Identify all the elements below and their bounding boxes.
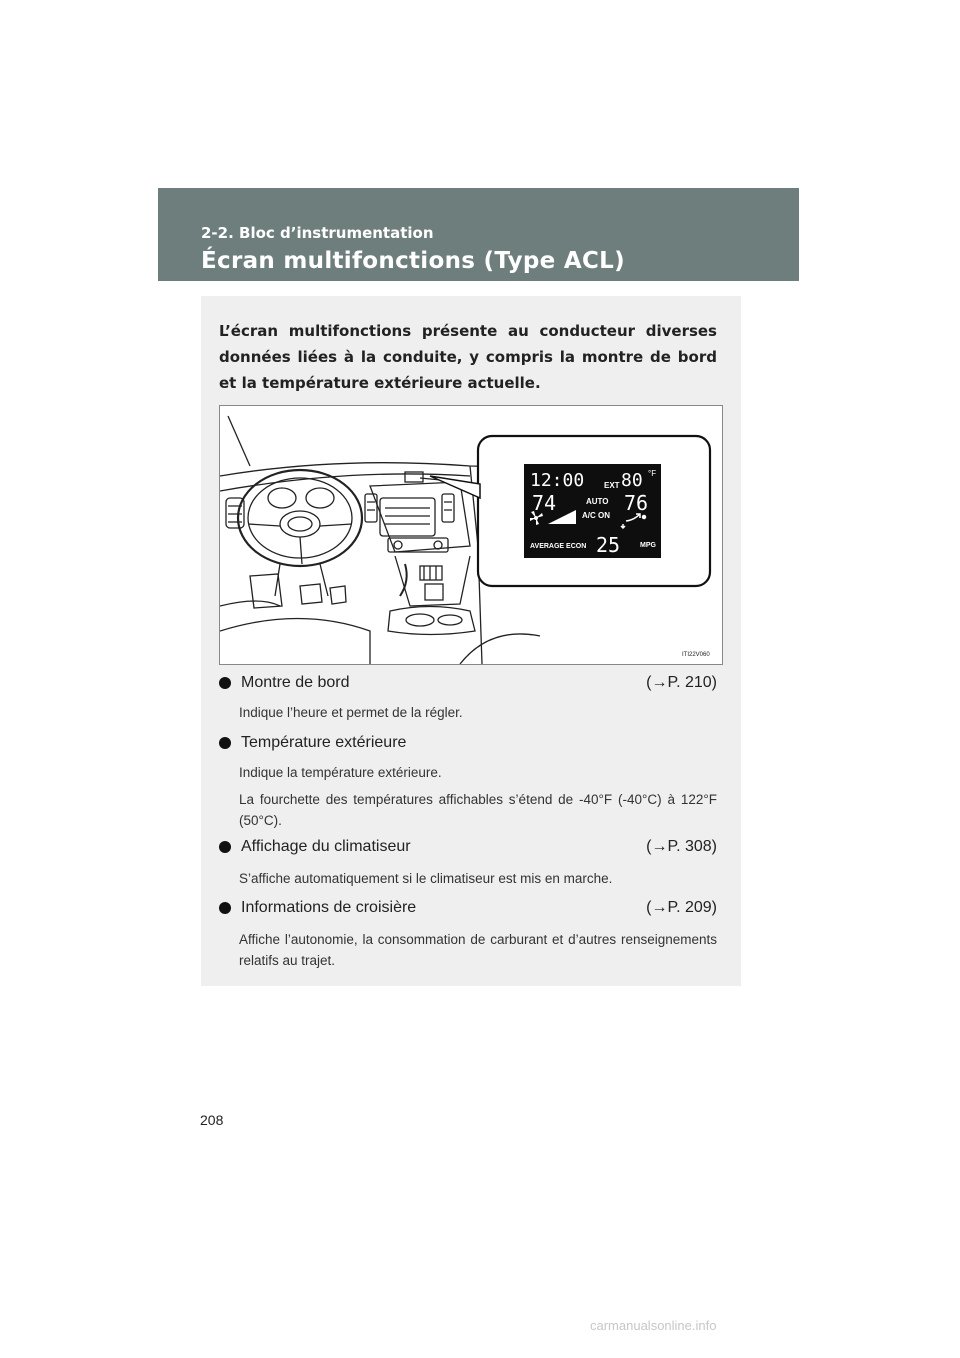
item-clock [219,672,717,723]
content-box [201,296,741,986]
item-description: Affiche l’autonomie, la consommation de carburant et d’autres renseignements relatifs au trajet. [239,932,717,968]
intro-paragraph: L’écran multifonctions présente au conducteur diverses données liées à la conduite, y compris la montre de bord et la température extérieure actuelle. [219,322,717,392]
lcd-ac-on: A/C ON [582,511,610,520]
dashboard-illustration [219,405,723,665]
bullet-icon [219,677,231,689]
header-band [158,188,799,281]
item-outside-temperature [219,732,717,831]
item-description: La fourchette des températures affichables s’étend de -40°F (-40°C) à 122°F (50°C). [239,792,717,828]
bullet-icon [219,902,231,914]
item-description: Indique la température extérieure. [239,765,442,780]
lcd-auto: AUTO [586,497,609,506]
figure-code: ITI22V060 [682,652,710,658]
section-label: 2-2. Bloc d’instrumentation [201,224,434,242]
page-number: 208 [200,1112,224,1128]
lcd-ext-label: EXT [604,481,620,490]
item-description: Indique l’heure et permet de la régler. [239,705,463,720]
lcd-ext-temp: 80 [621,470,643,491]
lcd-econ-value: 25 [596,533,621,557]
item-title: Montre de bord [241,674,350,691]
item-climate-display [219,836,717,889]
lcd-unit: °F [648,469,657,478]
item-title: Informations de croisière [241,899,417,916]
lcd-left-temp: 74 [532,491,557,515]
item-title: Affichage du climatiseur [241,838,411,855]
item-title: Température extérieure [241,734,407,751]
dashboard-drawing [220,406,722,664]
item-cruise-information [219,897,717,971]
lcd-avg-label: AVERAGE ECON [530,543,587,550]
lcd-mpg-label: MPG [640,542,656,549]
page-reference-link[interactable]: (→P. 209) [646,899,717,916]
watermark: carmanualsonline.info [590,1318,717,1333]
page-reference-link[interactable]: (→P. 210) [646,674,717,691]
bullet-icon [219,841,231,853]
page-reference-link[interactable]: (→P. 308) [646,838,717,855]
page-title: Écran multifonctions (Type ACL) [201,248,625,274]
item-description: S’affiche automatiquement si le climatiseur est mis en marche. [239,871,613,886]
lcd-right-temp: 76 [624,491,649,515]
lcd-clock: 12:00 [530,470,585,491]
bullet-icon [219,737,231,749]
